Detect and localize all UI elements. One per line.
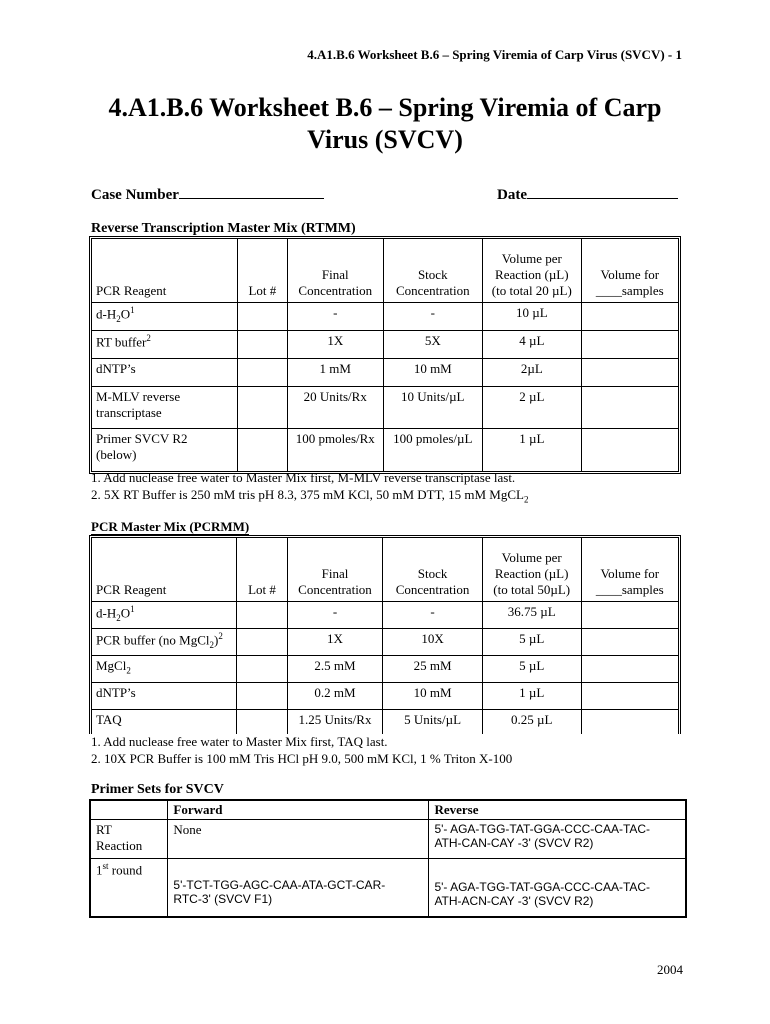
- col-header-stock: Stock Concentration: [383, 538, 483, 602]
- volume-cell: 0.25 µL: [483, 710, 582, 734]
- volume-for-cell[interactable]: [582, 629, 678, 656]
- lot-cell[interactable]: [237, 602, 287, 629]
- col-header-lot: Lot #: [238, 239, 288, 303]
- rtmm-table: [89, 236, 681, 474]
- volume-for-cell[interactable]: [582, 359, 678, 387]
- stock-cell: 10X: [383, 629, 483, 656]
- reagent-cell: dNTP’s: [92, 359, 238, 387]
- volume-for-cell[interactable]: [582, 331, 678, 359]
- table-row: [90, 859, 686, 917]
- final-cell: 2.5 mM: [288, 656, 384, 683]
- stock-cell: 10 mM: [383, 683, 483, 710]
- final-cell: 1.25 Units/Rx: [288, 710, 384, 734]
- stock-cell: 25 mM: [383, 656, 483, 683]
- rt-forward-cell: None: [168, 820, 429, 859]
- volume-cell: 2µL: [483, 359, 582, 387]
- final-cell: 1X: [288, 331, 384, 359]
- pcrmm-note-1: 1. Add nuclease free water to Master Mix first, TAQ last.: [91, 734, 388, 749]
- lot-cell[interactable]: [238, 303, 288, 331]
- col-header-volume: Volume per Reaction (µL) (to total 50µL): [483, 538, 582, 602]
- stock-cell: -: [384, 303, 483, 331]
- table-row: [92, 429, 678, 471]
- row-label-first-round: 1st round: [90, 859, 168, 917]
- date-blank[interactable]: [527, 184, 678, 199]
- page-title-line-2: Virus (SVCV): [307, 125, 463, 154]
- volume-for-cell[interactable]: [582, 656, 678, 683]
- lot-cell[interactable]: [237, 629, 287, 656]
- primers-table: [89, 799, 687, 918]
- case-number-field[interactable]: [91, 184, 324, 204]
- volume-cell: 2 µL: [483, 387, 582, 429]
- final-cell: 100 pmoles/Rx: [288, 429, 384, 471]
- rtmm-note-2: 2. 5X RT Buffer is 250 mM tris pH 8.3, 375 mM KCl, 50 mM DTT, 15 mM MgCL$_2$: [91, 487, 529, 505]
- reagent-cell: M-MLV reverse transcriptase: [92, 387, 238, 429]
- volume-cell: 10 µL: [483, 303, 582, 331]
- volume-for-cell[interactable]: [582, 683, 678, 710]
- page-title-line-1: 4.A1.B.6 Worksheet B.6 – Spring Viremia of Carp: [108, 93, 662, 122]
- table-row: [92, 710, 678, 734]
- col-header-forward: Forward: [168, 800, 429, 820]
- pcrmm-header-row: [92, 538, 678, 602]
- table-row: [92, 656, 678, 683]
- table-row: [92, 387, 678, 429]
- volume-for-cell[interactable]: [582, 387, 678, 429]
- volume-cell: 5 µL: [483, 656, 582, 683]
- lot-cell[interactable]: [238, 331, 288, 359]
- primers-heading: Primer Sets for SVCV: [91, 782, 224, 797]
- stock-cell: 5 Units/µL: [383, 710, 483, 734]
- table-row: [90, 820, 686, 859]
- rt-reverse-cell: 5'- AGA-TGG-TAT-GGA-CCC-CAA-TAC- ATH-CAN-CAY -3' (SVCV R2): [429, 820, 686, 859]
- volume-cell: 36.75 µL: [483, 602, 582, 629]
- reagent-cell: TAQ: [92, 710, 237, 734]
- lot-cell[interactable]: [238, 429, 288, 471]
- table-row: [92, 602, 678, 629]
- case-number-label: Case Number: [91, 187, 179, 203]
- pcrmm-heading: PCR Master Mix (PCRMM): [91, 519, 250, 534]
- volume-cell: 1 µL: [483, 683, 582, 710]
- final-cell: -: [288, 602, 384, 629]
- table-row: [92, 303, 678, 331]
- lot-cell[interactable]: [237, 683, 287, 710]
- table-row: [92, 683, 678, 710]
- stock-cell: 10 mM: [384, 359, 483, 387]
- table-row: [92, 359, 678, 387]
- volume-for-cell[interactable]: [582, 710, 678, 734]
- volume-for-cell[interactable]: [582, 429, 678, 471]
- volume-cell: 4 µL: [483, 331, 582, 359]
- col-header-lot: Lot #: [237, 538, 287, 602]
- page-title: [0, 92, 770, 156]
- stock-cell: 5X: [384, 331, 483, 359]
- stock-cell: -: [383, 602, 483, 629]
- rtmm-note-1: 1. Add nuclease free water to Master Mix first, M-MLV reverse transcriptase last.: [91, 470, 516, 485]
- reagent-cell: RT buffer$^2$: [92, 331, 238, 359]
- reagent-cell: Primer SVCV R2 (below): [92, 429, 238, 471]
- volume-cell: 5 µL: [483, 629, 582, 656]
- final-cell: 20 Units/Rx: [288, 387, 384, 429]
- table-row: [92, 629, 678, 656]
- reagent-cell: $d-H_2O^1$: [92, 303, 238, 331]
- pcrmm-note-2: 2. 10X PCR Buffer is 100 mM Tris HCl pH 9.0, 500 mM KCl, 1 % Triton X-100: [91, 751, 513, 766]
- date-label: Date: [497, 187, 527, 203]
- stock-cell: 100 pmoles/µL: [384, 429, 483, 471]
- stock-cell: 10 Units/µL: [384, 387, 483, 429]
- final-cell: -: [288, 303, 384, 331]
- rtmm-header-row: [92, 239, 678, 303]
- footer-year: 2004: [657, 962, 683, 977]
- col-header-volume: Volume per Reaction (µL) (to total 20 µL): [483, 239, 582, 303]
- lot-cell[interactable]: [238, 387, 288, 429]
- running-header: 4.A1.B.6 Worksheet B.6 – Spring Viremia of Carp Virus (SVCV) - 1: [307, 47, 682, 62]
- lot-cell[interactable]: [237, 656, 287, 683]
- case-number-blank[interactable]: [179, 184, 324, 199]
- row-label-rt: RT Reaction: [90, 820, 168, 859]
- reagent-cell: $d-H_2O^1$: [92, 602, 237, 629]
- reagent-cell: PCR buffer (no MgCl$_2$)$^2$: [92, 629, 237, 656]
- col-header-reagent: PCR Reagent: [92, 538, 237, 602]
- date-field[interactable]: [497, 184, 678, 204]
- lot-cell[interactable]: [237, 710, 287, 734]
- final-cell: 1 mM: [288, 359, 384, 387]
- volume-for-cell[interactable]: [582, 303, 678, 331]
- table-row: [92, 331, 678, 359]
- volume-for-cell[interactable]: [582, 602, 678, 629]
- lot-cell[interactable]: [238, 359, 288, 387]
- reagent-cell: dNTP’s: [92, 683, 237, 710]
- col-header-blank: [90, 800, 168, 820]
- final-cell: 1X: [288, 629, 384, 656]
- first-round-reverse-cell: 5'- AGA-TGG-TAT-GGA-CCC-CAA-TAC- ATH-ACN-CAY -3' (SVCV R2): [429, 859, 686, 917]
- primers-header-row: [90, 800, 686, 820]
- col-header-volume-for: Volume for ____samples: [582, 538, 678, 602]
- reagent-cell: MgCl$_2$: [92, 656, 237, 683]
- first-round-forward-cell: 5'-TCT-TGG-AGC-CAA-ATA-GCT-CAR- RTC-3' (SVCV F1): [168, 859, 429, 917]
- pcrmm-table: [89, 535, 681, 734]
- col-header-final: Final Concentration: [288, 239, 384, 303]
- rtmm-heading: Reverse Transcription Master Mix (RTMM): [91, 221, 356, 236]
- col-header-reagent: PCR Reagent: [92, 239, 238, 303]
- volume-cell: 1 µL: [483, 429, 582, 471]
- final-cell: 0.2 mM: [288, 683, 384, 710]
- col-header-final: Final Concentration: [288, 538, 384, 602]
- col-header-reverse: Reverse: [429, 800, 686, 820]
- col-header-volume-for: Volume for ____samples: [582, 239, 678, 303]
- col-header-stock: Stock Concentration: [384, 239, 483, 303]
